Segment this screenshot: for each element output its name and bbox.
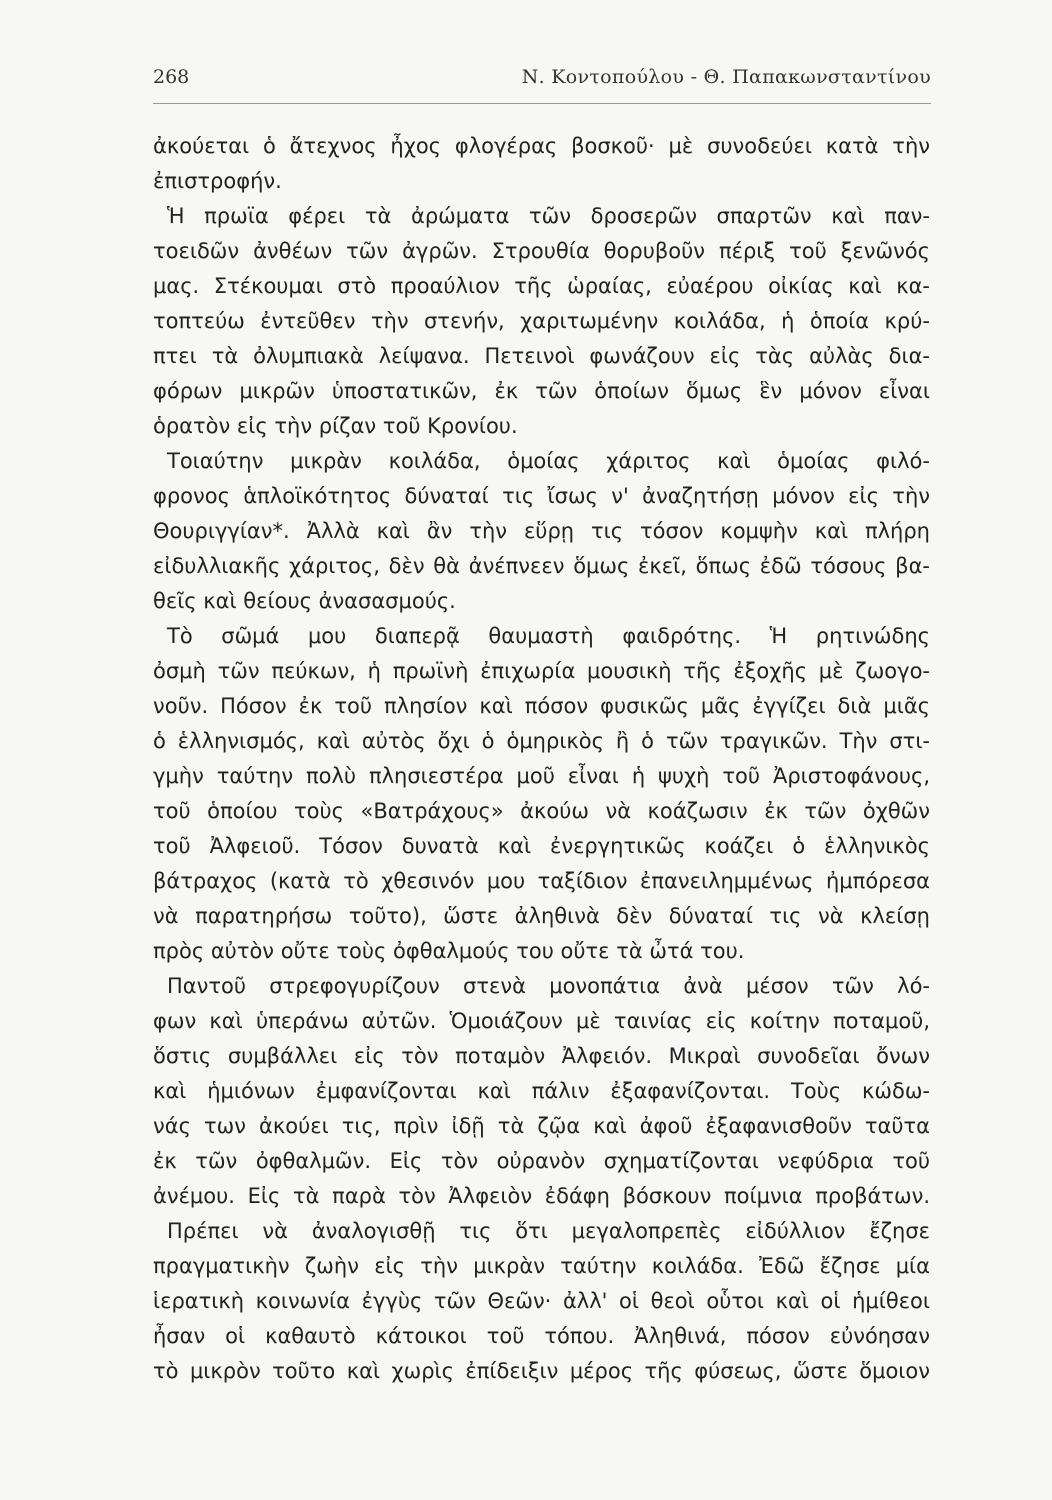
text-line: ὀσμὴ τῶν πεύκων, ἡ πρωϊνὴ ἐπιχωρία μουσικὴ τῆς ἐξοχῆς μὲ ζωογο- [153,659,930,683]
paragraph-first-line: Πρέπει νὰ ἀναλογισθῇ τις ὅτι μεγαλοπρεπὲς εἰδύλλιον ἔζησε [167,1219,930,1243]
page-number: 268 [153,66,190,88]
page-header [153,66,931,96]
text-line: ὅστις συμβάλλει εἰς τὸν ποταμὸν Ἀλφειόν. Μικραὶ συνοδεῖαι ὄνων [153,1044,930,1068]
text-line: τοειδῶν ἀνθέων τῶν ἀγρῶν. Στρουθία θορυβοῦν πέριξ τοῦ ξενῶνός [153,239,930,263]
text-line: καὶ ἡμιόνων ἐμφανίζονται καὶ πάλιν ἐξαφανίζονται. Τοὺς κώδω- [153,1079,930,1103]
text-line: εἰδυλλιακῆς χάριτος, δὲν θὰ ἀνέπνεεν ὅμως ἐκεῖ, ὅπως ἐδῶ τόσους βα- [153,554,930,578]
text-line: βάτραχος (κατὰ τὸ χθεσινόν μου ταξίδιον ἐπανειλημμένως ἠμπόρεσα [153,869,930,893]
text-line: ἦσαν οἱ καθαυτὸ κάτοικοι τοῦ τόπου. Ἀληθινά, πόσον εὐνόησαν [153,1324,930,1348]
text-line: νὰ παρατηρήσω τοῦτο), ὥστε ἀληθινὰ δὲν δύναταί τις νὰ κλείσῃ [153,904,930,928]
paragraph-first-line: Ἡ πρωϊα φέρει τὰ ἀρώματα τῶν δροσερῶν σπαρτῶν καὶ παν- [167,204,930,228]
text-line: νοῦν. Πόσον ἐκ τοῦ πλησίον καὶ πόσον φυσικῶς μᾶς ἐγγίζει διὰ μιᾶς [153,694,930,718]
text-line: ὁρατὸν εἰς τὴν ρίζαν τοῦ Κρονίου. [153,414,518,438]
paragraph-first-line: Τὸ σῶμά μου διαπερᾷ θαυμαστὴ φαιδρότης. Ἡ ρητινώδης [167,624,930,648]
text-line: πτει τὰ ὀλυμπιακὰ λείψανα. Πετεινοὶ φωνάζουν εἰς τὰς αὐλὰς δια- [153,344,930,368]
text-line: ἀνέμου. Εἰς τὰ παρὰ τὸν Ἀλφειὸν ἐδάφη βόσκουν ποίμνια προβάτων. [153,1184,930,1208]
body-text [153,129,930,1389]
text-line: τοῦ ὁποίου τοὺς «Βατράχους» ἀκούω νὰ κοάζωσιν ἐκ τῶν ὀχθῶν [153,799,930,823]
header-rule [153,103,931,104]
text-line: τοῦ Ἀλφειοῦ. Τόσον δυνατὰ καὶ ἐνεργητικῶς κοάζει ὁ ἑλληνικὸς [153,834,930,858]
text-line: ἐπιστροφήν. [153,169,282,193]
running-head-authors: Ν. Κοντοπούλου - Θ. Παπακωνσταντίνου [521,66,931,88]
text-line: πραγματικὴν ζωὴν εἰς τὴν μικρὰν ταύτην κοιλάδα. Ἐδῶ ἔζησε μία [153,1254,930,1278]
text-line: ὁ ἑλληνισμός, καὶ αὐτὸς ὄχι ὁ ὁμηρικὸς ἢ ὁ τῶν τραγικῶν. Τὴν στι- [153,729,930,753]
text-line: τὸ μικρὸν τοῦτο καὶ χωρὶς ἐπίδειξιν μέρος τῆς φύσεως, ὥστε ὅμοιον [153,1359,930,1383]
text-line: μας. Στέκουμαι στὸ προαύλιον τῆς ὡραίας, εὐαέρου οἰκίας καὶ κα- [153,274,930,298]
text-line: φρονος ἁπλοϊκότητος δύναταί τις ἴσως ν' ἀναζητήσῃ μόνον εἰς τὴν [153,484,930,508]
paragraph-first-line: Τοιαύτην μικρὰν κοιλάδα, ὁμοίας χάριτος καὶ ὁμοίας φιλό- [167,449,930,473]
text-line: τοπτεύω ἐντεῦθεν τὴν στενήν, χαριτωμένην κοιλάδα, ἡ ὁποία κρύ- [153,309,930,333]
text-line: γμὴν ταύτην πολὺ πλησιεστέρα μοῦ εἶναι ἡ ψυχὴ τοῦ Ἀριστοφάνους, [153,764,930,788]
text-line: φόρων μικρῶν ὑποστατικῶν, ἐκ τῶν ὁποίων ὅμως ἓν μόνον εἶναι [153,379,930,403]
text-line: θεῖς καὶ θείους ἀνασασμούς. [153,589,456,613]
text-line: ἐκ τῶν ὀφθαλμῶν. Εἰς τὸν οὐρανὸν σχηματίζονται νεφύδρια τοῦ [153,1149,930,1173]
paragraph-first-line: Παντοῦ στρεφογυρίζουν στενὰ μονοπάτια ἀνὰ μέσον τῶν λό- [167,974,930,998]
text-line: νάς των ἀκούει τις, πρὶν ἰδῇ τὰ ζῷα καὶ ἀφοῦ ἐξαφανισθοῦν ταῦτα [153,1114,930,1138]
text-line: ἀκούεται ὁ ἄτεχνος ἦχος φλογέρας βοσκοῦ· μὲ συνοδεύει κατὰ τὴν [153,134,930,158]
text-line: φων καὶ ὑπεράνω αὐτῶν. Ὁμοιάζουν μὲ ταινίας εἰς κοίτην ποταμοῦ, [153,1009,930,1033]
text-line: πρὸς αὐτὸν οὔτε τοὺς ὀφθαλμούς του οὔτε τὰ ὦτά του. [153,939,745,963]
text-line: Θουριγγίαν*. Ἀλλὰ καὶ ἂν τὴν εὕρῃ τις τόσον κομψὴν καὶ πλήρη [153,519,930,543]
text-line: ἱερατικὴ κοινωνία ἐγγὺς τῶν Θεῶν· ἀλλ' οἱ θεοὶ οὗτοι καὶ οἱ ἡμίθεοι [153,1289,930,1313]
